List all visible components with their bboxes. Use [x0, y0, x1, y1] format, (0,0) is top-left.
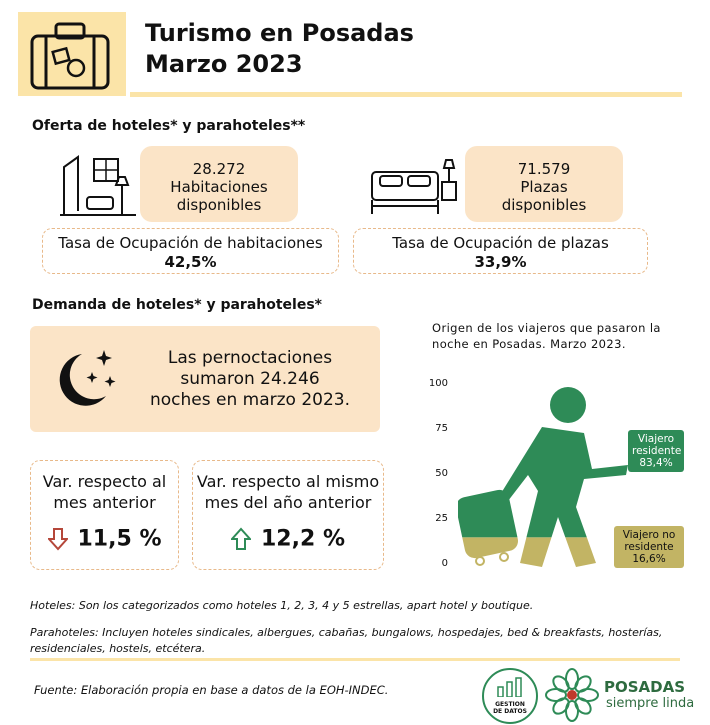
gestion-line2: DE DATOS [493, 708, 527, 715]
demanda-heading: Demanda de hoteles* y parahoteles* [32, 297, 322, 313]
var-anio-anterior-box [192, 460, 384, 570]
brand-subtitle: siempre linda [606, 696, 695, 711]
pernoctaciones-text: Las pernoctaciones sumaron 24.246 noches en marzo 2023. [149, 348, 350, 410]
chart-title: Origen de los viajeros que pasaron la noche en Posadas. Marzo 2023. [432, 321, 661, 351]
habitaciones-label: Habitaciones [170, 178, 268, 196]
legend-residente [628, 430, 684, 472]
moon-stars-icon [48, 348, 120, 410]
note-hoteles: Hoteles: Son los categorizados como hoteles 1, 2, 3, 4 y 5 estrellas, apart hotel y boutique. [30, 599, 534, 612]
arrow-down-icon [48, 527, 68, 551]
tasa-plazas-value: 33,9% [474, 253, 527, 271]
var-mes-label: Var. respecto al [42, 472, 167, 491]
note-parahoteles: Parahoteles: Incluyen hoteles sindicales, albergues, cabañas, bungalows, hospedajes, bed & breakfasts, hosterías, residenciales, hostels, etcétera. [30, 626, 663, 655]
tasa-habitaciones-box [42, 228, 339, 274]
plazas-value: 71.579 [517, 160, 571, 178]
chart-y-axis [426, 378, 456, 578]
series-name-no-residente: Viajero no [622, 529, 676, 541]
tasa-plazas-label: Tasa de Ocupación de plazas [392, 234, 609, 252]
chart-logo-icon [495, 677, 525, 697]
y-tick-25: 25 [435, 513, 448, 524]
var-anio-label-2: mes del año anterior [204, 493, 372, 512]
series-label-no-residente: 16,6% [632, 553, 666, 565]
tasa-plazas-box [353, 228, 648, 274]
luggage-icon [28, 20, 112, 92]
series-name-residente: Viajero [637, 433, 675, 445]
page-title: Turismo en Posadas Marzo 2023 [145, 19, 414, 78]
oferta-heading: Oferta de hoteles* y parahoteles** [32, 118, 306, 134]
var-mes-value: 11,5 % [77, 526, 162, 552]
gestion-line1: GESTION [495, 701, 525, 708]
source-note: Fuente: Elaboración propia en base a datos de la EOH-INDEC. [34, 683, 389, 697]
bed-icon [370, 158, 458, 216]
tasa-habitaciones-value: 42,5% [164, 253, 217, 271]
habitaciones-value: 28.272 [192, 160, 246, 178]
series-label-residente: 83,4% [639, 457, 673, 469]
plazas-label-2: disponibles [501, 196, 587, 214]
room-icon [60, 155, 136, 217]
legend-no-residente [614, 526, 684, 568]
gestion-datos-logo [482, 668, 538, 724]
traveler-pictogram-chart [458, 383, 628, 568]
y-tick-0: 0 [441, 558, 448, 569]
var-mes-label-2: mes anterior [53, 493, 156, 512]
footer-divider [30, 658, 680, 661]
pernoctaciones-card [30, 326, 380, 432]
plazas-label: Plazas [520, 178, 568, 196]
plazas-card [465, 146, 623, 222]
var-anio-value: 12,2 % [261, 526, 345, 552]
habitaciones-label-2: disponibles [176, 196, 262, 214]
bar-residente [458, 383, 628, 537]
arrow-up-icon [231, 527, 251, 551]
y-tick-50: 50 [435, 468, 448, 479]
posadas-flower-icon [544, 667, 600, 723]
title-underline [130, 92, 682, 97]
habitaciones-card [140, 146, 298, 222]
var-anio-label: Var. respecto al mismo [196, 472, 380, 491]
brand-name: POSADAS [604, 678, 686, 696]
series-name-residente-2: residente [632, 445, 682, 457]
series-name-no-residente-2: residente [624, 541, 674, 553]
y-tick-100: 100 [428, 378, 448, 389]
tasa-habitaciones-label: Tasa de Ocupación de habitaciones [58, 234, 323, 252]
var-mes-anterior-box [30, 460, 179, 570]
y-tick-75: 75 [435, 423, 448, 434]
